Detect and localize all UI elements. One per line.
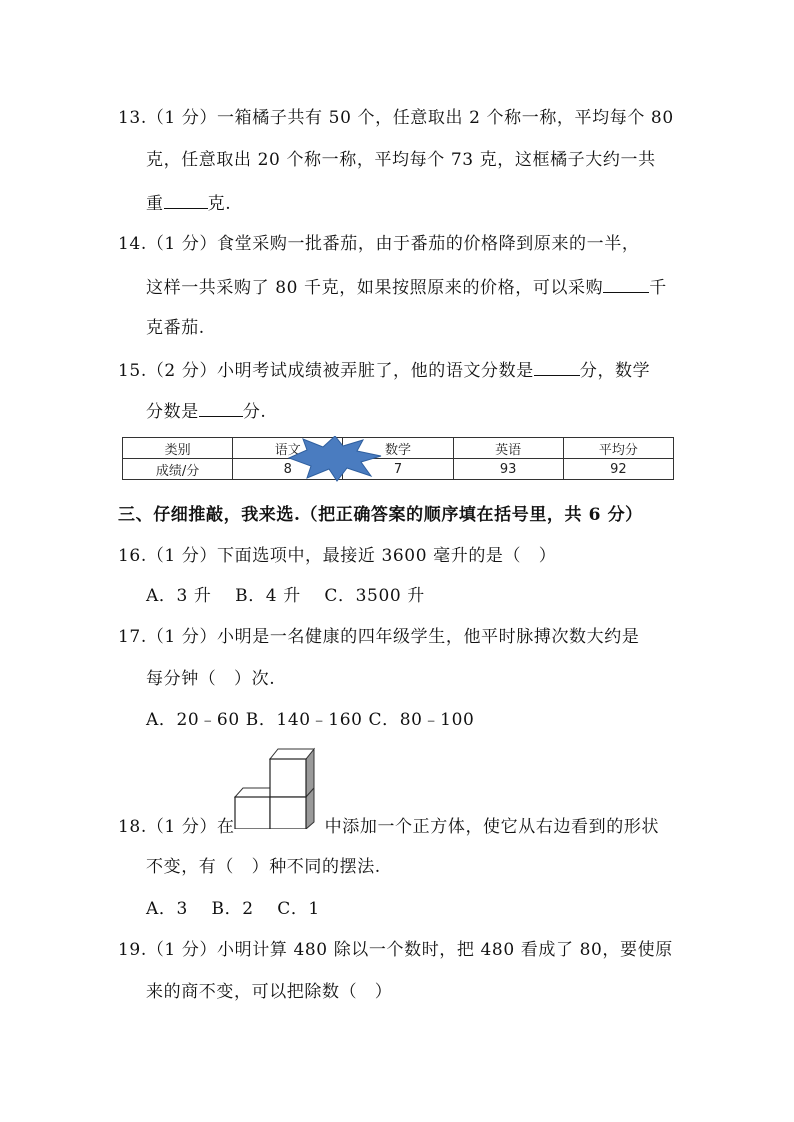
q17-line-2: 每分钟（ ）次. — [146, 669, 276, 689]
q15-line-2-end: 分. — [242, 402, 267, 422]
q17-line-1: 17.（1 分）小明是一名健康的四年级学生，他平时脉搏次数大约是 — [118, 627, 640, 647]
q16-options: A．3 升 B．4 升 C．3500 升 — [146, 586, 425, 606]
q17-options: A．20﹣60 B．140﹣160 C．80﹣100 — [146, 710, 475, 730]
section-3-title: 三、仔细推敲，我来选.（把正确答案的顺序填在括号里，共 6 分） — [118, 505, 643, 525]
table-header-row — [123, 438, 674, 459]
q13-line-3 — [146, 190, 231, 216]
table-header-cell: 平均分 — [563, 438, 673, 459]
q14-line-3: 克番茄. — [146, 318, 205, 338]
q18-line-1-start: 18.（1 分）在 — [118, 817, 235, 837]
q18-line-1-end: 中添加一个正方体，使它从右边看到的形状 — [324, 817, 660, 837]
q13-line-3-start: 重 — [146, 194, 164, 214]
q14-line-1: 14.（1 分）食堂采购一批番茄，由于番茄的价格降到原来的一半， — [118, 234, 640, 254]
q15-line-1-start: 15.（2 分）小明考试成绩被弄脏了，他的语文分数是 — [118, 361, 534, 381]
ink-smudge-icon — [285, 436, 385, 482]
q15-line-2-start: 分数是 — [146, 402, 199, 422]
q13-line-3-end: 克. — [207, 194, 232, 214]
answer-blank[interactable] — [603, 274, 649, 293]
table-cell: 8 — [233, 459, 343, 480]
q15-line-2 — [146, 398, 266, 424]
table-cell: 92 — [563, 459, 673, 480]
answer-blank[interactable] — [164, 190, 208, 209]
q19-line-2: 来的商不变，可以把除数（ ） — [146, 982, 393, 1002]
q13-line-1: 13.（1 分）一箱橘子共有 50 个，任意取出 2 个称一称，平均每个 80 — [118, 108, 674, 128]
q15-line-1 — [118, 357, 650, 383]
q14-line-2-start: 这样一共采购了 80 千克，如果按照原来的价格，可以采购 — [146, 278, 604, 298]
answer-blank[interactable] — [199, 398, 243, 417]
table-cell: 93 — [453, 459, 563, 480]
table-cell: 成绩/分 — [123, 459, 233, 480]
table-cell: 7 — [343, 459, 453, 480]
q14-line-2 — [146, 274, 667, 300]
table-row — [123, 459, 674, 480]
q19-line-1: 19.（1 分）小明计算 480 除以一个数时，把 480 看成了 80，要使原 — [118, 940, 673, 960]
q13-line-2: 克，任意取出 20 个称一称，平均每个 73 克，这框橘子大约一共 — [146, 150, 656, 170]
q18-options: A．3 B．2 C．1 — [146, 899, 320, 919]
table-header-cell: 英语 — [453, 438, 563, 459]
q18-line-1 — [118, 815, 659, 839]
table-header-cell: 类别 — [123, 438, 233, 459]
score-table — [122, 437, 674, 480]
q15-line-1-end: 分，数学 — [579, 361, 651, 381]
q14-line-2-end: 千 — [649, 278, 667, 298]
table-header-cell: 数学 — [343, 438, 453, 459]
table-header-cell: 语文 — [233, 438, 343, 459]
q18-line-2: 不变，有（ ）种不同的摆法. — [146, 857, 381, 877]
q16-stem: 16.（1 分）下面选项中，最接近 3600 毫升的是（ ） — [118, 546, 557, 566]
answer-blank[interactable] — [534, 357, 580, 376]
